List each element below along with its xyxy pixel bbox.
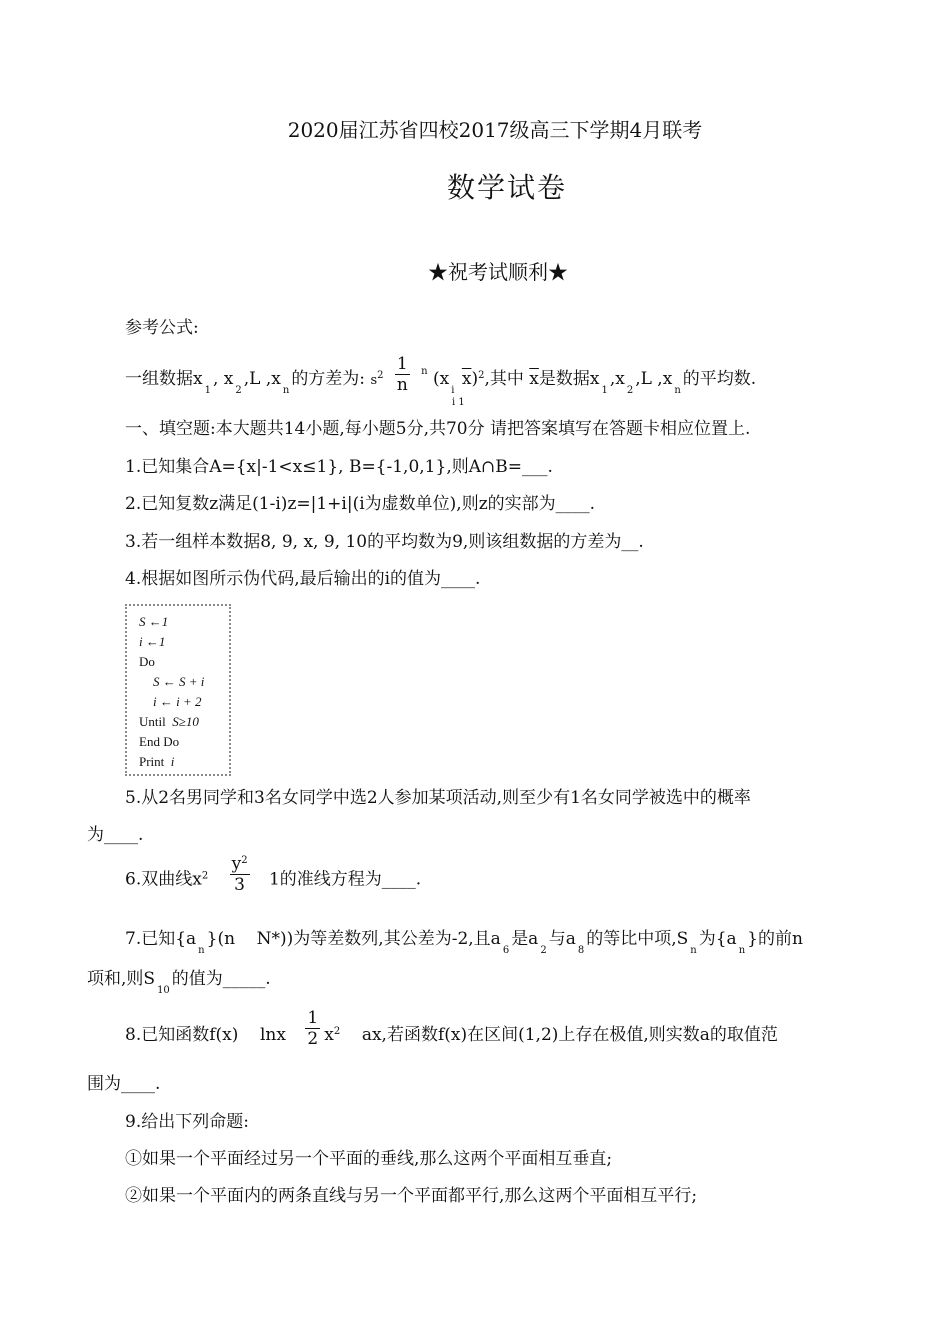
question-4: 4.根据如图所示伪代码,最后输出的i的值为____. [125,569,481,589]
term-sup: 2 [478,370,485,381]
term-sub: i [451,385,455,396]
mean-suffix: 的平均数. [682,369,757,389]
question-8-line-2: 围为____. [87,1074,161,1094]
q7-line2a: 项和,则S [87,969,156,989]
var-x1: x [193,369,203,389]
code-line-8 [139,754,174,770]
code-until: Until [139,714,166,729]
frac-num: 1 [396,354,408,374]
q8-den: 2 [307,1029,319,1049]
question-7-line-2 [87,968,271,1002]
q6-num [230,851,250,875]
code-line-3: Do [139,654,155,669]
term-xbar: $\overline{x}$ [461,369,472,389]
q8-fraction [305,1008,320,1049]
question-9-item-2: ②如果一个平面内的两条直线与另一个平面都平行,那么这两个平面相互平行; [125,1186,698,1206]
mean-text: 是数据 [538,369,590,389]
q7-line2b: 的值为_____. [171,969,271,989]
mean-sub-n: n [674,385,681,396]
var-dots: ,L , [243,369,272,389]
question-5-line-1: 5.从2名男同学和3名女同学中选2人参加某项活动,则至少有1名女同学被选中的概率 [125,788,751,808]
q8-lnx: lnx [260,1025,286,1045]
q7-a: 7.已知{a [125,929,197,949]
mean-xn: x [662,369,673,389]
var-sub-2: 2 [235,385,242,396]
var-sub-1: 1 [204,385,211,396]
question-9: 9.给出下列命题: [125,1112,249,1132]
code-line-4: S ← S + i [153,674,205,689]
q6-prefix: 6.双曲线x [125,869,202,890]
q7-g: 为{a [698,929,737,949]
question-6 [125,854,422,895]
one-over-n-fraction [395,354,410,395]
q8-suffix: ,若函数f(x)在区间(1,2)上存在极值,则实数a的取值范 [381,1025,778,1045]
q8-x: x [324,1025,334,1045]
subject-title: 数学试卷 [446,171,567,204]
exam-title: 2020届江苏省四校2017级高三下学期4月联考 [287,118,703,142]
q7-d: 是a [511,929,539,949]
q7-sub-n: n [198,945,205,956]
q6-num-y: y [231,854,242,874]
q6-den: 3 [234,875,245,895]
code-condition: S≥10 [172,714,199,729]
q8-prefix: 8.已知函数f(x) [125,1025,239,1045]
var-sub-n: n [282,385,290,396]
frac-den: n [396,375,408,395]
q8-ax: ax [361,1025,382,1045]
sum-top: n [421,366,428,377]
q7-e: 与a [548,929,576,949]
var-x2: x [223,369,234,389]
code-line-7: End Do [139,734,180,749]
s-symbol: s [370,373,378,388]
term-close: ) [471,369,479,389]
q7-sub-n-2: n [690,945,697,956]
question-8-line-1 [125,1008,778,1049]
q7-f: 的等比中项,S [586,929,689,949]
mean-xbar: $\overline{x}$ [529,369,539,389]
code-line-2: i ←1 [139,634,166,649]
code-print: Print [139,754,165,769]
q7-c: N*))为等差数列,其公差为-2,且a [256,929,501,949]
variance-prefix: 一组数据 [125,369,193,389]
q6-num-sup: 2 [241,855,248,866]
mean-x2: x [615,369,625,389]
q6-sup: 2 [201,870,209,882]
mean-sub-2: 2 [626,385,634,396]
mean-dots: ,L , [635,369,663,389]
section-heading: 一、填空题:本大题共14小题,每小题5分,共70分 请把答案填写在答题卡相应位置上. [125,419,751,439]
code-var: i [170,754,175,769]
term-open: (x [433,369,450,389]
question-5-line-2: 为____. [87,825,144,845]
q6-fraction [230,851,250,895]
q7-sub-8: 8 [577,945,585,956]
q7-b: }(n [206,929,236,949]
q8-num: 1 [307,1008,319,1028]
formula-heading: 参考公式: [125,318,199,338]
q7-h: }的前n [747,929,803,949]
variance-suffix: ,其中 [484,369,524,389]
question-3: 3.若一组样本数据8, 9, x, 9, 10的平均数为9,则该组数据的方差为__. [125,532,644,552]
q7-sub-10: 10 [157,985,170,996]
question-9-item-1: ①如果一个平面经过另一个平面的垂线,那么这两个平面相互垂直; [125,1149,613,1169]
question-2: 2.已知复数z满足(1-i)z=|1+i|(i为虚数单位),则z的实部为____. [125,494,596,514]
q7-sub-2: 2 [540,945,547,956]
var-xn: x [271,369,281,389]
variance-mid: 的方差为: [291,369,366,389]
q7-sub-n-3: n [738,945,746,956]
q6-suffix: 1的准线方程为____. [268,869,422,890]
var-sep: , [212,369,219,389]
question-7-line-1 [125,928,803,962]
question-1: 1.已知集合A={x|-1<x≤1}, B={-1,0,1},则A∩B=___. [125,457,553,477]
code-line-1: S ←1 [139,614,169,629]
q7-sub-6: 6 [502,945,510,956]
q8-sup: 2 [333,1026,341,1037]
sum-bottom: i 1 [452,397,465,408]
blessing-text: ★祝考试顺利★ [428,260,568,284]
variance-formula: 一组数据$x_1$, $x_2,L$ $,x_n$的方差为: $s^2$ $\frac{1}{n}$ $^n$ ($x_i$ $\overline{x})^2$,其中 $\overline{x}$是数据$x_1,x_2,L$ $,x_n$的平均数. [125,354,757,396]
mean-x1: x [589,369,600,389]
pseudocode-box [125,604,231,776]
s-sup: 2 [377,370,384,381]
code-line-5: i ← i + 2 [153,694,202,709]
code-line-6 [139,714,199,730]
mean-sub-1: 1 [601,385,608,396]
